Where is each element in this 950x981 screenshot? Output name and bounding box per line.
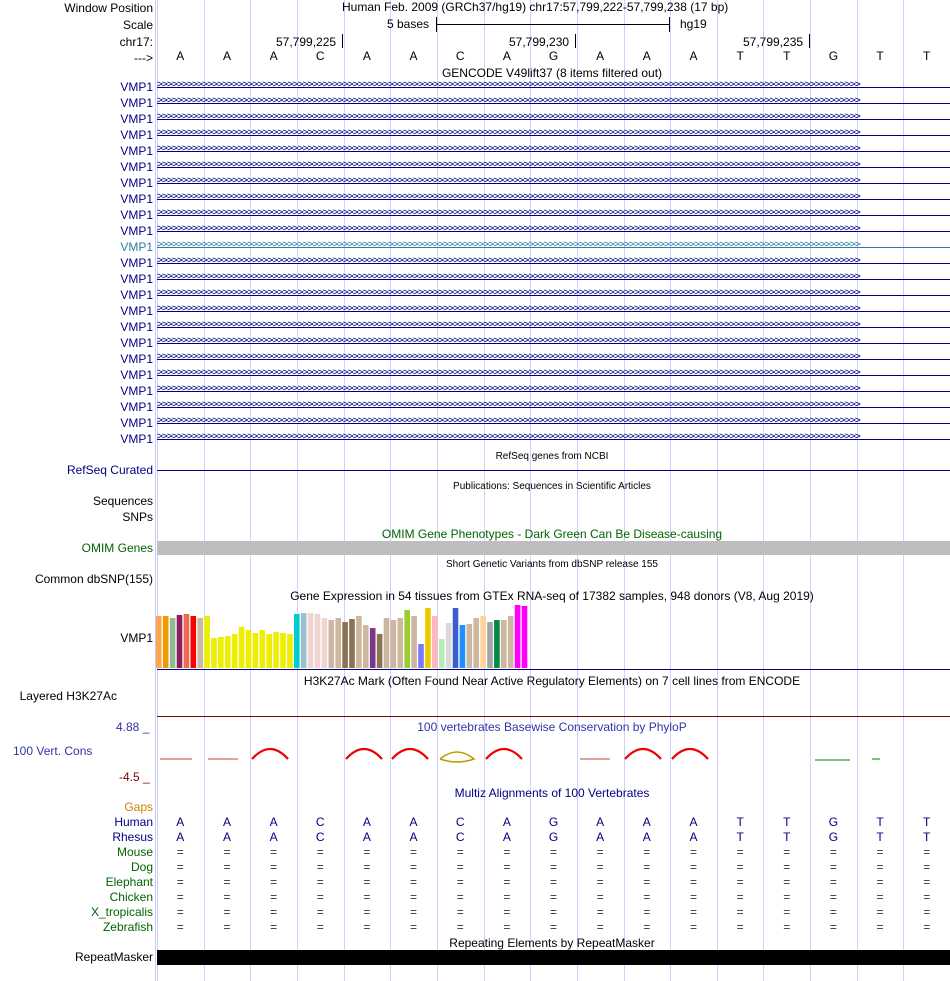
alignment-cell: =	[456, 905, 464, 919]
gencode-row-label[interactable]: VMP1	[120, 416, 153, 430]
alignment-cell: =	[316, 920, 324, 934]
base-letter: C	[455, 49, 465, 63]
gencode-row-label[interactable]: VMP1	[120, 176, 153, 190]
phylop-max-label: 4.88 _	[116, 720, 150, 734]
chrom-label[interactable]: chr17:	[119, 35, 153, 49]
window-position-label[interactable]: Window Position	[64, 1, 153, 15]
gencode-row-label[interactable]: VMP1	[120, 272, 153, 286]
alignment-cell: =	[923, 860, 931, 874]
alignment-cell: T	[923, 815, 931, 829]
alignment-cell: T	[783, 815, 791, 829]
gencode-strand-arrows: >>>>>>>>>>>>>>>>>>>>>>>>>>>>>>>>>>>>>>>>>>>>>>>>>>>>>>>>>>>>>>>>>>>>>>>>>>>>>>>>>>>>>>>>>>>>>>>>>>>>>>>>>>>>>>>>>>>>>>>>>>>>>>>>>>>>>>>>>>>>	[157, 191, 860, 202]
phylop-peak	[252, 749, 288, 759]
multiz-gaps-label[interactable]: Gaps	[124, 800, 153, 814]
base-letter: T	[783, 49, 791, 63]
alignment-cell: =	[876, 890, 884, 904]
alignment-cell: =	[643, 890, 651, 904]
alignment-cell: =	[550, 890, 558, 904]
alignment-cell: =	[503, 920, 511, 934]
gencode-strand-arrows: >>>>>>>>>>>>>>>>>>>>>>>>>>>>>>>>>>>>>>>>>>>>>>>>>>>>>>>>>>>>>>>>>>>>>>>>>>>>>>>>>>>>>>>>>>>>>>>>>>>>>>>>>>>>>>>>>>>>>>>>>>>>>>>>>>>>>>>>>>>>	[157, 111, 860, 122]
gencode-row-label[interactable]: VMP1	[120, 96, 153, 110]
gencode-strand-arrows: >>>>>>>>>>>>>>>>>>>>>>>>>>>>>>>>>>>>>>>>>>>>>>>>>>>>>>>>>>>>>>>>>>>>>>>>>>>>>>>>>>>>>>>>>>>>>>>>>>>>>>>>>>>>>>>>>>>>>>>>>>>>>>>>>>>>>>>>>>>>	[157, 415, 860, 426]
alignment-cell: =	[596, 845, 604, 859]
alignment-cell: =	[270, 905, 278, 919]
window-position-text: Human Feb. 2009 (GRCh37/hg19) chr17:57,799,222-57,799,238 (17 bp)	[342, 0, 729, 14]
alignment-cell: =	[410, 890, 418, 904]
alignment-cell: A	[269, 815, 278, 829]
alignment-cell: =	[783, 890, 791, 904]
alignment-cell: =	[363, 875, 371, 889]
alignment-cell: A	[689, 830, 698, 844]
alignment-cell: =	[503, 860, 511, 874]
alignment-cell: =	[456, 875, 464, 889]
species-label[interactable]: Human	[114, 815, 153, 829]
alignment-cell: A	[409, 830, 418, 844]
publications-track-title[interactable]: Publications: Sequences in Scientific Articles	[453, 481, 651, 492]
alignment-cell: =	[829, 845, 837, 859]
alignment-cell: =	[363, 845, 371, 859]
base-letter: A	[176, 49, 185, 63]
gencode-strand-arrows: >>>>>>>>>>>>>>>>>>>>>>>>>>>>>>>>>>>>>>>>>>>>>>>>>>>>>>>>>>>>>>>>>>>>>>>>>>>>>>>>>>>>>>>>>>>>>>>>>>>>>>>>>>>>>>>>>>>>>>>>>>>>>>>>>>>>>>>>>>>>	[157, 143, 860, 154]
alignment-cell: G	[828, 830, 839, 844]
position-label-1: 57,799,225	[276, 35, 337, 49]
alignment-cell: =	[316, 875, 324, 889]
alignment-cell: =	[176, 860, 184, 874]
gtex-track-title[interactable]: Gene Expression in 54 tissues from GTEx RNA-seq of 17382 samples, 948 donors (V8, Aug 2019)	[290, 589, 814, 603]
species-label[interactable]: Elephant	[105, 875, 153, 889]
alignment-cell: =	[876, 860, 884, 874]
refseq-track-title[interactable]: RefSeq genes from NCBI	[495, 451, 609, 462]
gencode-strand-arrows: >>>>>>>>>>>>>>>>>>>>>>>>>>>>>>>>>>>>>>>>>>>>>>>>>>>>>>>>>>>>>>>>>>>>>>>>>>>>>>>>>>>>>>>>>>>>>>>>>>>>>>>>>>>>>>>>>>>>>>>>>>>>>>>>>>>>>>>>>>>>	[157, 207, 860, 218]
scale-bases-text: 5 bases	[387, 17, 430, 31]
gencode-row-label[interactable]: VMP1	[120, 128, 153, 142]
alignment-cell: =	[876, 875, 884, 889]
dbsnp-track-title[interactable]: Short Genetic Variants from dbSNP release 155	[446, 559, 658, 570]
alignment-cell: =	[503, 890, 511, 904]
gencode-row-label[interactable]: VMP1	[120, 144, 153, 158]
alignment-cell: =	[689, 875, 697, 889]
alignment-cell: =	[736, 875, 744, 889]
alignment-cell: =	[503, 875, 511, 889]
alignment-cell: =	[363, 890, 371, 904]
omim-label[interactable]: OMIM Genes	[81, 541, 153, 555]
alignment-cell: =	[223, 905, 231, 919]
gencode-row-label[interactable]: VMP1	[120, 160, 153, 174]
base-letter: A	[689, 49, 698, 63]
phylop-peak	[625, 749, 661, 759]
gencode-strand-arrows: >>>>>>>>>>>>>>>>>>>>>>>>>>>>>>>>>>>>>>>>>>>>>>>>>>>>>>>>>>>>>>>>>>>>>>>>>>>>>>>>>>>>>>>>>>>>>>>>>>>>>>>>>>>>>>>>>>>>>>>>>>>>>>>>>>>>>>>>>>>>	[157, 223, 860, 234]
alignment-cell: A	[362, 815, 371, 829]
gencode-strand-arrows: >>>>>>>>>>>>>>>>>>>>>>>>>>>>>>>>>>>>>>>>>>>>>>>>>>>>>>>>>>>>>>>>>>>>>>>>>>>>>>>>>>>>>>>>>>>>>>>>>>>>>>>>>>>>>>>>>>>>>>>>>>>>>>>>>>>>>>>>>>>>	[157, 271, 860, 282]
alignment-cell: =	[410, 920, 418, 934]
alignment-cell: A	[409, 815, 418, 829]
alignment-cell: =	[270, 920, 278, 934]
alignment-cell: T	[783, 830, 791, 844]
alignment-cell: =	[876, 845, 884, 859]
alignment-cell: C	[455, 815, 465, 829]
alignment-cell: C	[315, 830, 325, 844]
alignment-cell: =	[596, 890, 604, 904]
gencode-strand-arrows: >>>>>>>>>>>>>>>>>>>>>>>>>>>>>>>>>>>>>>>>>>>>>>>>>>>>>>>>>>>>>>>>>>>>>>>>>>>>>>>>>>>>>>>>>>>>>>>>>>>>>>>>>>>>>>>>>>>>>>>>>>>>>>>>>>>>>>>>>>>>	[157, 303, 860, 314]
gencode-strand-arrows: >>>>>>>>>>>>>>>>>>>>>>>>>>>>>>>>>>>>>>>>>>>>>>>>>>>>>>>>>>>>>>>>>>>>>>>>>>>>>>>>>>>>>>>>>>>>>>>>>>>>>>>>>>>>>>>>>>>>>>>>>>>>>>>>>>>>>>>>>>>>	[157, 431, 860, 442]
gencode-row-label[interactable]: VMP1	[120, 320, 153, 334]
gencode-row-label[interactable]: VMP1	[120, 240, 153, 254]
gencode-row-label[interactable]: VMP1	[120, 224, 153, 238]
gencode-strand-arrows: >>>>>>>>>>>>>>>>>>>>>>>>>>>>>>>>>>>>>>>>>>>>>>>>>>>>>>>>>>>>>>>>>>>>>>>>>>>>>>>>>>>>>>>>>>>>>>>>>>>>>>>>>>>>>>>>>>>>>>>>>>>>>>>>>>>>>>>>>>>>	[157, 335, 860, 346]
phylop-peak	[346, 749, 382, 759]
alignment-cell: =	[736, 860, 744, 874]
alignment-cell: A	[222, 830, 231, 844]
repeatmasker-bar[interactable]	[157, 950, 950, 965]
alignment-cell: =	[923, 845, 931, 859]
phylop-peak	[392, 749, 428, 759]
alignment-cell: =	[596, 860, 604, 874]
gencode-track-title[interactable]: GENCODE V49lift37 (8 items filtered out)	[441, 66, 663, 80]
alignment-cell: T	[876, 830, 884, 844]
alignment-cell: C	[315, 815, 325, 829]
gencode-row-label[interactable]: VMP1	[120, 432, 153, 446]
strand-label[interactable]: --->	[134, 51, 153, 65]
alignment-cell: =	[316, 845, 324, 859]
gencode-row-label[interactable]: VMP1	[120, 400, 153, 414]
alignment-cell: =	[410, 875, 418, 889]
base-letter: A	[222, 49, 231, 63]
alignment-cell: =	[829, 920, 837, 934]
alignment-cell: C	[455, 830, 465, 844]
alignment-cell: =	[923, 875, 931, 889]
alignment-cell: =	[410, 860, 418, 874]
alignment-cell: =	[829, 875, 837, 889]
alignment-cell: =	[503, 845, 511, 859]
gencode-strand-arrows: >>>>>>>>>>>>>>>>>>>>>>>>>>>>>>>>>>>>>>>>>>>>>>>>>>>>>>>>>>>>>>>>>>>>>>>>>>>>>>>>>>>>>>>>>>>>>>>>>>>>>>>>>>>>>>>>>>>>>>>>>>>>>>>>>>>>>>>>>>>>	[157, 127, 860, 138]
alignment-cell: A	[222, 815, 231, 829]
gencode-strand-arrows: >>>>>>>>>>>>>>>>>>>>>>>>>>>>>>>>>>>>>>>>>>>>>>>>>>>>>>>>>>>>>>>>>>>>>>>>>>>>>>>>>>>>>>>>>>>>>>>>>>>>>>>>>>>>>>>>>>>>>>>>>>>>>>>>>>>>>>>>>>>>	[157, 95, 860, 106]
alignment-cell: =	[456, 860, 464, 874]
gencode-strand-arrows: >>>>>>>>>>>>>>>>>>>>>>>>>>>>>>>>>>>>>>>>>>>>>>>>>>>>>>>>>>>>>>>>>>>>>>>>>>>>>>>>>>>>>>>>>>>>>>>>>>>>>>>>>>>>>>>>>>>>>>>>>>>>>>>>>>>>>>>>>>>>	[157, 239, 860, 250]
alignment-cell: =	[223, 890, 231, 904]
base-letter: A	[502, 49, 511, 63]
alignment-cell: G	[548, 830, 559, 844]
h3k27ac-label[interactable]: Layered H3K27Ac	[19, 689, 117, 703]
base-letter: A	[269, 49, 278, 63]
alignment-cell: =	[596, 875, 604, 889]
base-letter: A	[362, 49, 371, 63]
alignment-cell: =	[223, 845, 231, 859]
position-label-3: 57,799,235	[743, 35, 804, 49]
alignment-cell: =	[410, 845, 418, 859]
alignment-cell: T	[923, 830, 931, 844]
species-label[interactable]: Chicken	[109, 890, 153, 904]
gencode-row-label[interactable]: VMP1	[120, 352, 153, 366]
phylop-peak	[440, 752, 474, 762]
alignment-cell: =	[456, 845, 464, 859]
alignment-cell: =	[410, 905, 418, 919]
alignment-cell: A	[362, 830, 371, 844]
alignment-cell: =	[270, 890, 278, 904]
base-letter: A	[642, 49, 651, 63]
alignment-cell: G	[828, 815, 839, 829]
refseq-label[interactable]: RefSeq Curated	[66, 463, 153, 477]
alignment-cell: =	[689, 920, 697, 934]
alignment-cell: =	[829, 890, 837, 904]
alignment-cell: A	[502, 815, 511, 829]
publications-label-sequences[interactable]: Sequences	[92, 494, 153, 508]
alignment-cell: =	[176, 890, 184, 904]
gencode-strand-arrows: >>>>>>>>>>>>>>>>>>>>>>>>>>>>>>>>>>>>>>>>>>>>>>>>>>>>>>>>>>>>>>>>>>>>>>>>>>>>>>>>>>>>>>>>>>>>>>>>>>>>>>>>>>>>>>>>>>>>>>>>>>>>>>>>>>>>>>>>>>>>	[157, 79, 860, 90]
gencode-row-label[interactable]: VMP1	[120, 192, 153, 206]
alignment-cell: A	[269, 830, 278, 844]
phylop-label[interactable]: 100 Vert. Cons	[13, 744, 93, 758]
alignment-cell: =	[456, 920, 464, 934]
alignment-cell: =	[643, 860, 651, 874]
alignment-cell: T	[736, 830, 744, 844]
alignment-cell: =	[643, 875, 651, 889]
alignment-cell: =	[223, 860, 231, 874]
alignment-cell: =	[176, 920, 184, 934]
alignment-cell: A	[642, 815, 651, 829]
multiz-track-title[interactable]: Multiz Alignments of 100 Vertebrates	[454, 786, 650, 800]
alignment-cell: T	[736, 815, 744, 829]
alignment-cell: =	[643, 905, 651, 919]
alignment-cell: A	[642, 830, 651, 844]
alignment-cell: =	[783, 845, 791, 859]
alignment-cell: A	[596, 830, 605, 844]
alignment-cell: =	[689, 845, 697, 859]
position-label-2: 57,799,230	[509, 35, 570, 49]
alignment-cell: =	[783, 875, 791, 889]
phylop-track-title[interactable]: 100 vertebrates Basewise Conservation by PhyloP	[417, 720, 687, 734]
gencode-strand-arrows: >>>>>>>>>>>>>>>>>>>>>>>>>>>>>>>>>>>>>>>>>>>>>>>>>>>>>>>>>>>>>>>>>>>>>>>>>>>>>>>>>>>>>>>>>>>>>>>>>>>>>>>>>>>>>>>>>>>>>>>>>>>>>>>>>>>>>>>>>>>>	[157, 383, 860, 394]
alignment-cell: =	[923, 905, 931, 919]
alignment-cell: =	[689, 890, 697, 904]
alignment-cell: =	[689, 905, 697, 919]
alignment-cell: =	[689, 860, 697, 874]
alignment-cell: =	[363, 920, 371, 934]
alignment-cell: =	[176, 875, 184, 889]
gencode-strand-arrows: >>>>>>>>>>>>>>>>>>>>>>>>>>>>>>>>>>>>>>>>>>>>>>>>>>>>>>>>>>>>>>>>>>>>>>>>>>>>>>>>>>>>>>>>>>>>>>>>>>>>>>>>>>>>>>>>>>>>>>>>>>>>>>>>>>>>>>>>>>>>	[157, 255, 860, 266]
species-label[interactable]: Dog	[130, 860, 153, 874]
alignment-cell: =	[829, 860, 837, 874]
publications-label-snps[interactable]: SNPs	[122, 510, 153, 524]
alignment-cell: A	[176, 815, 185, 829]
alignment-cell: =	[316, 860, 324, 874]
alignment-cell: T	[876, 815, 884, 829]
base-letter: C	[315, 49, 325, 63]
alignment-cell: =	[363, 860, 371, 874]
gencode-strand-arrows: >>>>>>>>>>>>>>>>>>>>>>>>>>>>>>>>>>>>>>>>>>>>>>>>>>>>>>>>>>>>>>>>>>>>>>>>>>>>>>>>>>>>>>>>>>>>>>>>>>>>>>>>>>>>>>>>>>>>>>>>>>>>>>>>>>>>>>>>>>>>	[157, 351, 860, 362]
repeatmasker-track-title[interactable]: Repeating Elements by RepeatMasker	[449, 936, 655, 950]
alignment-cell: =	[736, 905, 744, 919]
h3k27ac-track-title[interactable]: H3K27Ac Mark (Often Found Near Active Regulatory Elements) on 7 cell lines from ENCODE	[303, 674, 801, 688]
gencode-row-label[interactable]: VMP1	[120, 288, 153, 302]
alignment-cell: =	[783, 860, 791, 874]
alignment-cell: A	[176, 830, 185, 844]
alignment-cell: =	[550, 920, 558, 934]
gencode-strand-arrows: >>>>>>>>>>>>>>>>>>>>>>>>>>>>>>>>>>>>>>>>>>>>>>>>>>>>>>>>>>>>>>>>>>>>>>>>>>>>>>>>>>>>>>>>>>>>>>>>>>>>>>>>>>>>>>>>>>>>>>>>>>>>>>>>>>>>>>>>>>>>	[157, 175, 860, 186]
gencode-strand-arrows: >>>>>>>>>>>>>>>>>>>>>>>>>>>>>>>>>>>>>>>>>>>>>>>>>>>>>>>>>>>>>>>>>>>>>>>>>>>>>>>>>>>>>>>>>>>>>>>>>>>>>>>>>>>>>>>>>>>>>>>>>>>>>>>>>>>>>>>>>>>>	[157, 367, 860, 378]
alignment-cell: =	[223, 875, 231, 889]
base-letter: T	[736, 49, 744, 63]
gtex-label[interactable]: VMP1	[120, 631, 153, 645]
gencode-strand-arrows: >>>>>>>>>>>>>>>>>>>>>>>>>>>>>>>>>>>>>>>>>>>>>>>>>>>>>>>>>>>>>>>>>>>>>>>>>>>>>>>>>>>>>>>>>>>>>>>>>>>>>>>>>>>>>>>>>>>>>>>>>>>>>>>>>>>>>>>>>>>>	[157, 159, 860, 170]
gencode-strand-arrows: >>>>>>>>>>>>>>>>>>>>>>>>>>>>>>>>>>>>>>>>>>>>>>>>>>>>>>>>>>>>>>>>>>>>>>>>>>>>>>>>>>>>>>>>>>>>>>>>>>>>>>>>>>>>>>>>>>>>>>>>>>>>>>>>>>>>>>>>>>>>	[157, 287, 860, 298]
species-label[interactable]: Mouse	[116, 845, 153, 859]
alignment-cell: =	[736, 845, 744, 859]
alignment-cell: =	[456, 890, 464, 904]
alignment-cell: =	[923, 920, 931, 934]
alignment-cell: =	[596, 920, 604, 934]
gencode-row-label[interactable]: VMP1	[120, 384, 153, 398]
species-label[interactable]: Rhesus	[112, 830, 153, 844]
scale-label[interactable]: Scale	[122, 18, 153, 32]
alignment-cell: =	[270, 875, 278, 889]
gencode-row-label[interactable]: VMP1	[120, 208, 153, 222]
base-letter: G	[828, 49, 839, 63]
gencode-row-label[interactable]: VMP1	[120, 336, 153, 350]
gencode-row-label[interactable]: VMP1	[120, 80, 153, 94]
alignment-cell: =	[923, 890, 931, 904]
alignment-cell: =	[176, 845, 184, 859]
alignment-cell: G	[548, 815, 559, 829]
alignment-cell: =	[550, 905, 558, 919]
alignment-cell: =	[316, 905, 324, 919]
alignment-cell: =	[363, 905, 371, 919]
alignment-cell: =	[783, 905, 791, 919]
alignment-cell: =	[736, 890, 744, 904]
gencode-strand-arrows: >>>>>>>>>>>>>>>>>>>>>>>>>>>>>>>>>>>>>>>>>>>>>>>>>>>>>>>>>>>>>>>>>>>>>>>>>>>>>>>>>>>>>>>>>>>>>>>>>>>>>>>>>>>>>>>>>>>>>>>>>>>>>>>>>>>>>>>>>>>>	[157, 319, 860, 330]
alignment-cell: =	[223, 920, 231, 934]
gencode-row-label[interactable]: VMP1	[120, 112, 153, 126]
scale-db-label: hg19	[680, 17, 707, 31]
alignment-cell: =	[643, 845, 651, 859]
alignment-cell: =	[876, 920, 884, 934]
alignment-cell: A	[689, 815, 698, 829]
alignment-cell: =	[596, 905, 604, 919]
base-letter: G	[548, 49, 559, 63]
repeatmasker-label[interactable]: RepeatMasker	[74, 950, 153, 964]
base-letter: T	[923, 49, 931, 63]
alignment-cell: =	[503, 905, 511, 919]
alignment-cell: A	[502, 830, 511, 844]
alignment-cell: =	[643, 920, 651, 934]
alignment-cell: =	[876, 905, 884, 919]
alignment-cell: =	[316, 890, 324, 904]
gencode-row-label[interactable]: VMP1	[120, 368, 153, 382]
alignment-cell: =	[176, 905, 184, 919]
omim-track-title[interactable]: OMIM Gene Phenotypes - Dark Green Can Be Disease-causing	[381, 527, 723, 541]
species-label[interactable]: X_tropicalis	[90, 905, 153, 919]
phylop-peak	[672, 749, 708, 759]
alignment-cell: A	[596, 815, 605, 829]
alignment-cell: =	[783, 920, 791, 934]
base-letter: T	[876, 49, 884, 63]
dbsnp-label[interactable]: Common dbSNP(155)	[34, 572, 153, 586]
base-letter: A	[409, 49, 418, 63]
species-label[interactable]: Zebrafish	[102, 920, 153, 934]
phylop-min-label: -4.5 _	[119, 770, 150, 784]
phylop-peak	[486, 749, 522, 759]
alignment-cell: =	[550, 860, 558, 874]
base-letter: A	[596, 49, 605, 63]
gencode-row-label[interactable]: VMP1	[120, 256, 153, 270]
alignment-cell: =	[270, 845, 278, 859]
alignment-cell: =	[829, 905, 837, 919]
gencode-row-label[interactable]: VMP1	[120, 304, 153, 318]
alignment-cell: =	[550, 845, 558, 859]
alignment-cell: =	[270, 860, 278, 874]
alignment-cell: =	[736, 920, 744, 934]
alignment-cell: =	[550, 875, 558, 889]
image-left-border	[155, 0, 156, 981]
gencode-strand-arrows: >>>>>>>>>>>>>>>>>>>>>>>>>>>>>>>>>>>>>>>>>>>>>>>>>>>>>>>>>>>>>>>>>>>>>>>>>>>>>>>>>>>>>>>>>>>>>>>>>>>>>>>>>>>>>>>>>>>>>>>>>>>>>>>>>>>>>>>>>>>>	[157, 399, 860, 410]
